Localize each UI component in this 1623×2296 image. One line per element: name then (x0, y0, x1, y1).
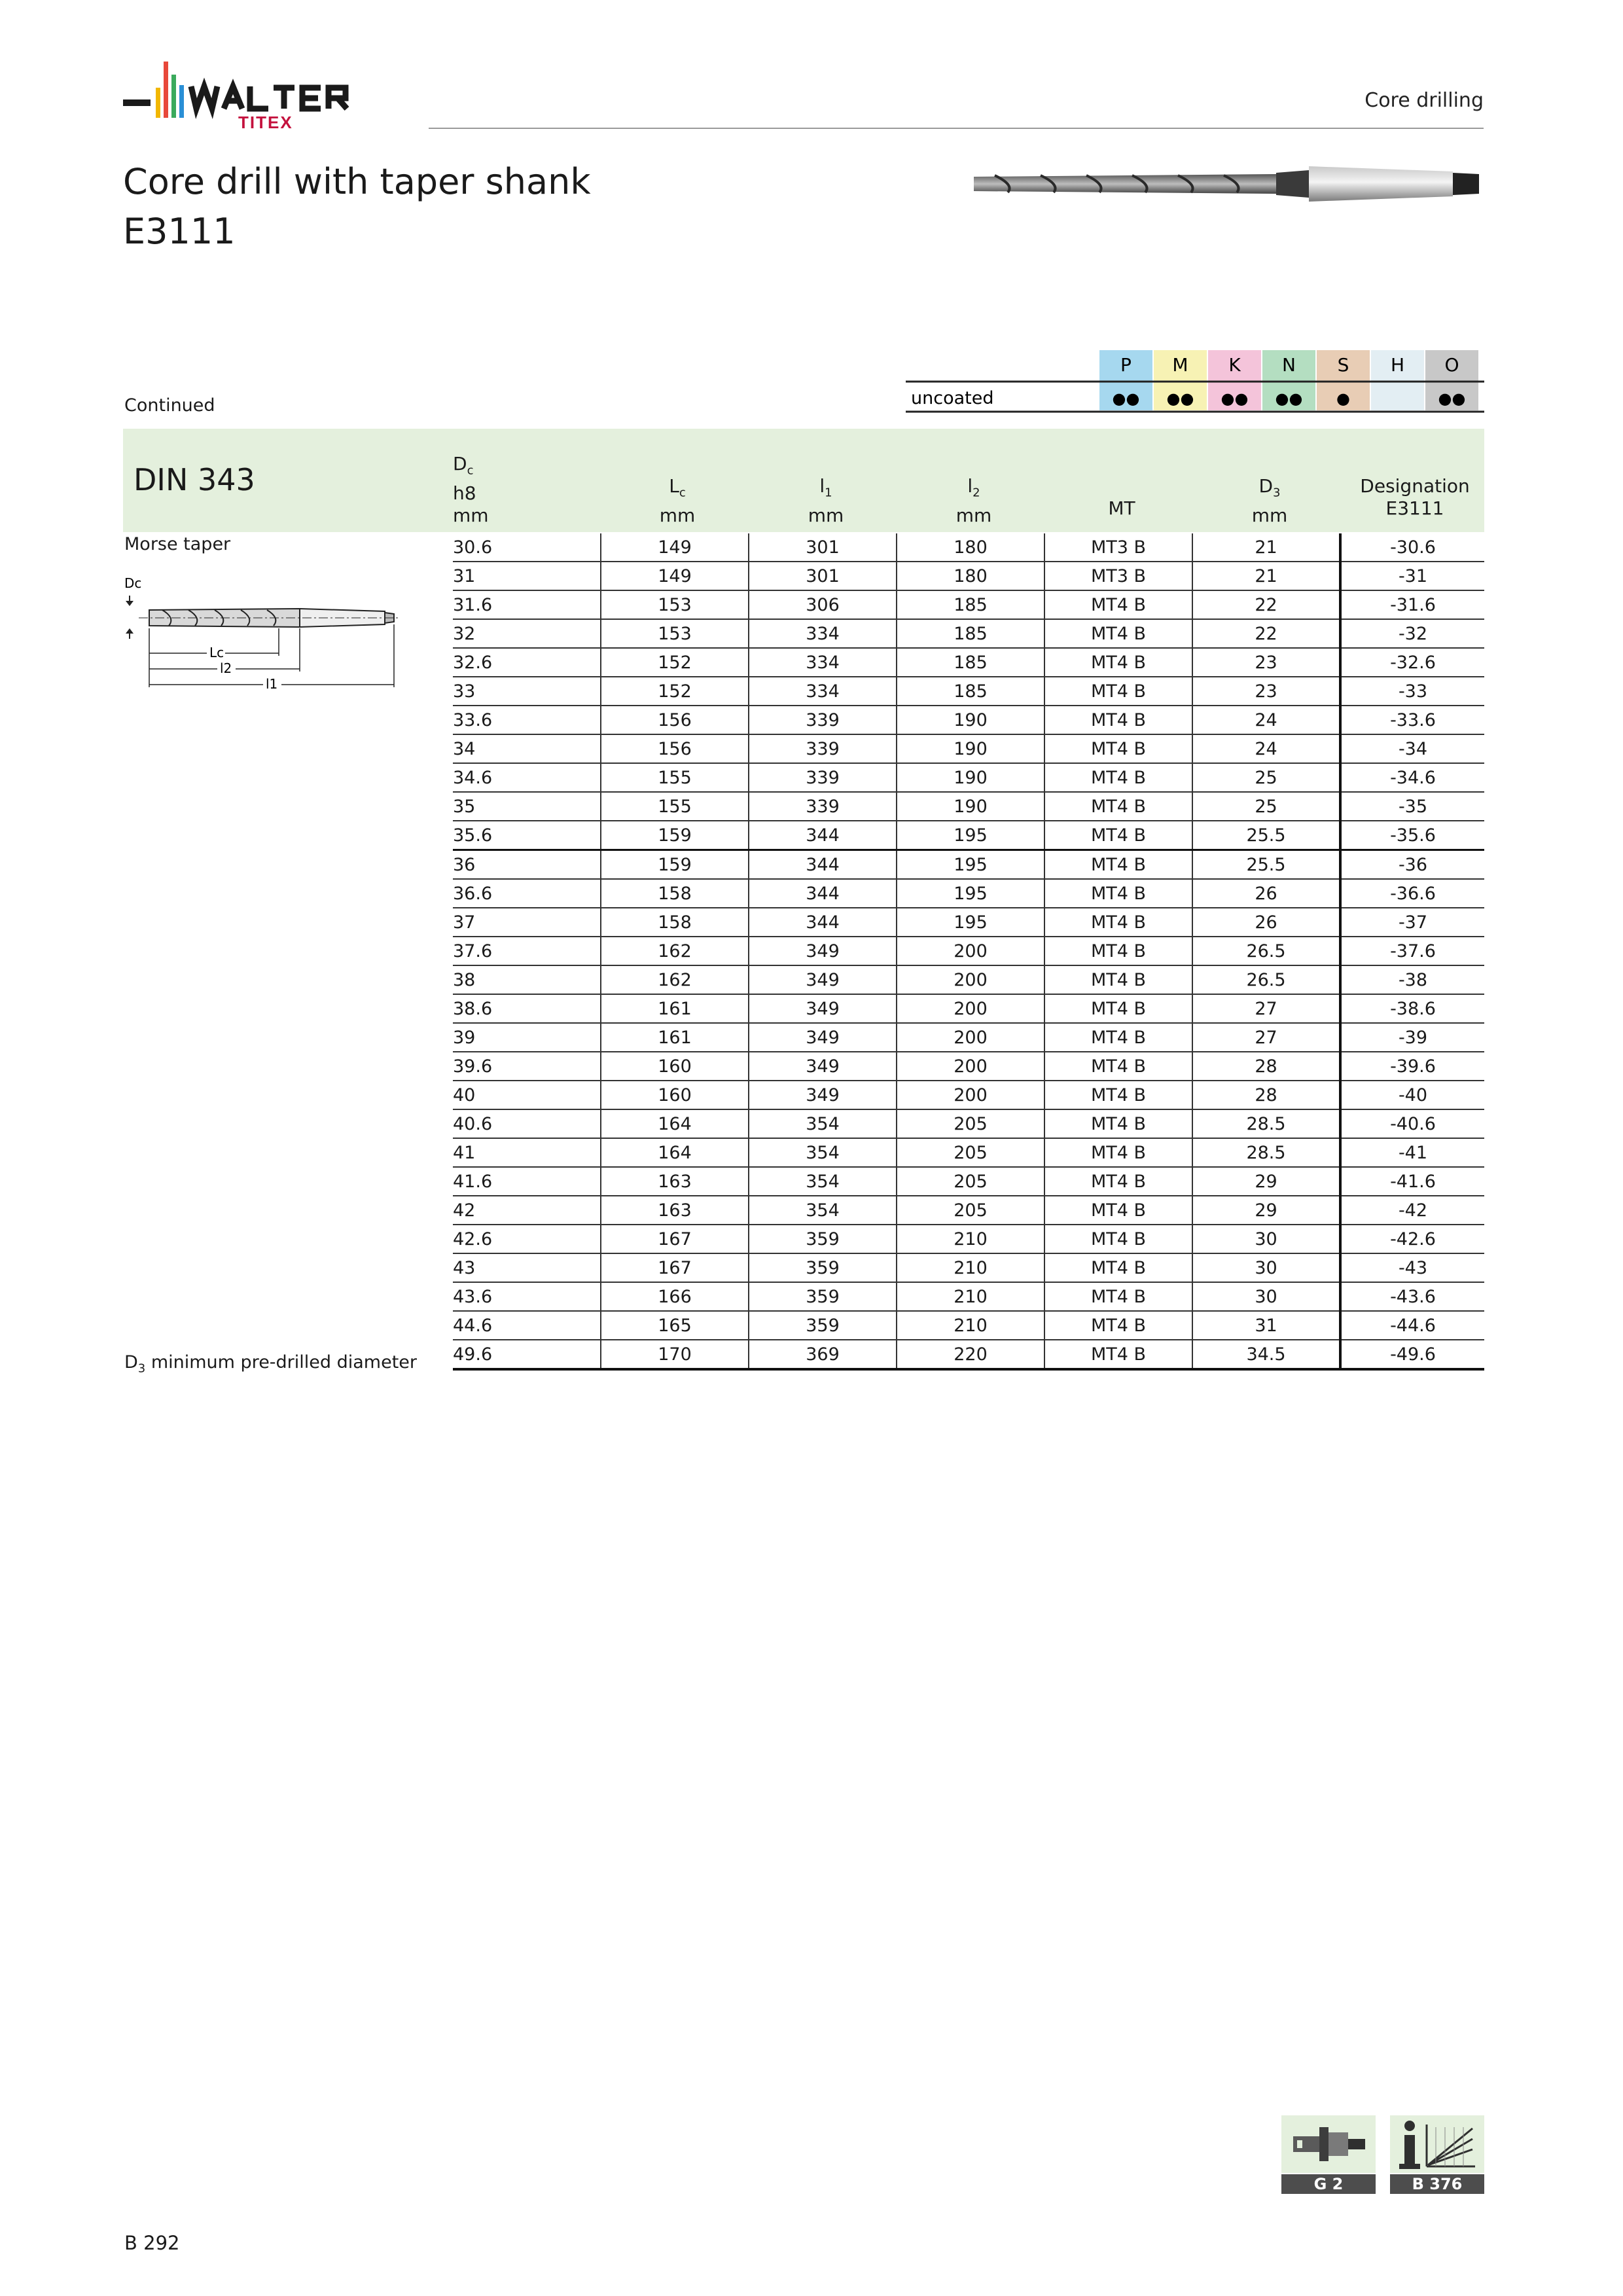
page-title: Core drill with taper shank (123, 161, 591, 202)
cell-l1: 301 (749, 533, 897, 562)
cell-dc: 39.6 (453, 1052, 601, 1081)
cell-dc: 32.6 (453, 648, 601, 677)
cell-lc: 156 (601, 734, 749, 763)
brand-sub-text: TITEX (238, 113, 293, 132)
cell-mt: MT4 B (1044, 1167, 1192, 1196)
cell-dc: 35.6 (453, 821, 601, 850)
cell-d3: 28.5 (1192, 1109, 1340, 1138)
cell-l2: 210 (897, 1253, 1044, 1282)
cell-d3: 22 (1192, 590, 1340, 619)
cell-designation: -44.6 (1340, 1311, 1484, 1340)
cell-dc: 31.6 (453, 590, 601, 619)
cell-designation: -36.6 (1340, 879, 1484, 908)
material-group-o: O (1444, 354, 1459, 376)
cell-l1: 354 (749, 1109, 897, 1138)
cell-l1: 349 (749, 965, 897, 994)
cell-dc: 36.6 (453, 879, 601, 908)
cell-lc: 160 (601, 1052, 749, 1081)
cell-lc: 160 (601, 1081, 749, 1109)
cell-mt: MT3 B (1044, 562, 1192, 590)
cell-mt: MT4 B (1044, 1109, 1192, 1138)
material-group-s: S (1337, 354, 1349, 376)
cell-designation: -43.6 (1340, 1282, 1484, 1311)
cell-mt: MT4 B (1044, 850, 1192, 880)
product-code: E3111 (123, 211, 236, 252)
cell-l1: 306 (749, 590, 897, 619)
cell-l1: 359 (749, 1311, 897, 1340)
header-d3: $D_3$ mm (1251, 475, 1288, 526)
material-group-h: H (1390, 354, 1405, 376)
cell-lc: 170 (601, 1340, 749, 1369)
header-designation: Designation E3111 (1360, 475, 1470, 519)
toolholder-icon (1281, 2115, 1376, 2173)
cell-l1: 359 (749, 1282, 897, 1311)
table-row (453, 763, 1484, 792)
cell-d3: 24 (1192, 706, 1340, 734)
cell-d3: 30 (1192, 1282, 1340, 1311)
cell-mt: MT4 B (1044, 1052, 1192, 1081)
cell-d3: 28 (1192, 1052, 1340, 1081)
cell-l2: 190 (897, 763, 1044, 792)
drill-product-image (969, 162, 1486, 206)
cell-l2: 200 (897, 1052, 1044, 1081)
cell-designation: -42.6 (1340, 1225, 1484, 1253)
cell-mt: MT4 B (1044, 1023, 1192, 1052)
cell-lc: 149 (601, 562, 749, 590)
cell-designation: -42 (1340, 1196, 1484, 1225)
cell-mt: MT4 B (1044, 590, 1192, 619)
cell-designation: -38.6 (1340, 994, 1484, 1023)
cell-mt: MT4 B (1044, 1282, 1192, 1311)
cell-lc: 161 (601, 1023, 749, 1052)
cell-l1: 339 (749, 706, 897, 734)
cell-mt: MT4 B (1044, 908, 1192, 937)
material-group-k: K (1228, 354, 1241, 376)
cell-l2: 200 (897, 1081, 1044, 1109)
cell-dc: 43 (453, 1253, 601, 1282)
cell-l2: 185 (897, 677, 1044, 706)
cell-l1: 344 (749, 850, 897, 880)
cell-dc: 33 (453, 677, 601, 706)
table-row (453, 1023, 1484, 1052)
cell-dc: 30.6 (453, 533, 601, 562)
cell-l1: 339 (749, 734, 897, 763)
cell-d3: 21 (1192, 533, 1340, 562)
cell-mt: MT4 B (1044, 994, 1192, 1023)
schem-lc-label: Lc (209, 645, 224, 660)
suitability-o: ●● (1438, 389, 1466, 408)
cell-designation: -34.6 (1340, 763, 1484, 792)
walter-titex-logo (123, 60, 414, 132)
cell-l1: 359 (749, 1225, 897, 1253)
cell-dc: 42 (453, 1196, 601, 1225)
cell-l2: 205 (897, 1196, 1044, 1225)
cell-dc: 38.6 (453, 994, 601, 1023)
table-row (453, 908, 1484, 937)
table-row (453, 677, 1484, 706)
cell-l2: 185 (897, 590, 1044, 619)
cell-mt: MT4 B (1044, 1138, 1192, 1167)
cell-dc: 35 (453, 792, 601, 821)
cell-designation: -31.6 (1340, 590, 1484, 619)
table-row (453, 1282, 1484, 1311)
ref-link-b376[interactable] (1390, 2115, 1484, 2194)
cell-mt: MT4 B (1044, 1253, 1192, 1282)
cell-d3: 23 (1192, 648, 1340, 677)
cell-l2: 205 (897, 1109, 1044, 1138)
cell-l2: 220 (897, 1340, 1044, 1369)
cell-lc: 166 (601, 1282, 749, 1311)
cell-designation: -40 (1340, 1081, 1484, 1109)
cell-l1: 354 (749, 1167, 897, 1196)
header-l2: $l_2$ mm (955, 475, 992, 526)
ref-link-g2[interactable] (1281, 2115, 1376, 2194)
cell-dc: 32 (453, 619, 601, 648)
table-row (453, 879, 1484, 908)
cell-lc: 164 (601, 1138, 749, 1167)
cell-dc: 42.6 (453, 1225, 601, 1253)
cell-l1: 349 (749, 937, 897, 965)
cell-mt: MT4 B (1044, 1340, 1192, 1369)
cell-lc: 163 (601, 1196, 749, 1225)
cell-l2: 210 (897, 1311, 1044, 1340)
cell-designation: -40.6 (1340, 1109, 1484, 1138)
table-row (453, 1253, 1484, 1282)
cell-l2: 180 (897, 562, 1044, 590)
cell-lc: 162 (601, 965, 749, 994)
table-row (453, 590, 1484, 619)
info-chart-icon (1390, 2115, 1484, 2173)
cell-l2: 200 (897, 937, 1044, 965)
material-group-p: P (1120, 354, 1132, 376)
cell-l2: 210 (897, 1225, 1044, 1253)
cell-designation: -38 (1340, 965, 1484, 994)
footnote: $D_3$ minimum pre-drilled diameter (124, 1352, 418, 1376)
cell-mt: MT4 B (1044, 965, 1192, 994)
cell-lc: 158 (601, 879, 749, 908)
cell-dc: 36 (453, 850, 601, 880)
table-row (453, 533, 1484, 562)
cell-mt: MT4 B (1044, 1081, 1192, 1109)
cell-lc: 156 (601, 706, 749, 734)
cell-lc: 153 (601, 590, 749, 619)
cell-d3: 22 (1192, 619, 1340, 648)
cell-lc: 167 (601, 1253, 749, 1282)
cell-mt: MT4 B (1044, 677, 1192, 706)
cell-l1: 354 (749, 1196, 897, 1225)
cell-d3: 26.5 (1192, 937, 1340, 965)
cell-l1: 344 (749, 821, 897, 850)
cell-mt: MT4 B (1044, 879, 1192, 908)
cell-dc: 43.6 (453, 1282, 601, 1311)
cell-designation: -36 (1340, 850, 1484, 880)
cell-designation: -49.6 (1340, 1340, 1484, 1369)
cell-lc: 162 (601, 937, 749, 965)
cell-dc: 37.6 (453, 937, 601, 965)
cell-lc: 152 (601, 677, 749, 706)
cell-designation: -31 (1340, 562, 1484, 590)
table-row (453, 1196, 1484, 1225)
cell-lc: 155 (601, 792, 749, 821)
cell-designation: -41.6 (1340, 1167, 1484, 1196)
cell-dc: 49.6 (453, 1340, 601, 1369)
suitability-s: ● (1336, 389, 1350, 408)
table-row (453, 1167, 1484, 1196)
suitability-p: ●● (1112, 389, 1140, 408)
table-row (453, 937, 1484, 965)
cell-mt: MT4 B (1044, 821, 1192, 850)
table-row (453, 706, 1484, 734)
cell-designation: -33.6 (1340, 706, 1484, 734)
cell-dc: 34.6 (453, 763, 601, 792)
cell-l1: 359 (749, 1253, 897, 1282)
shank-type-label: Morse taper (124, 534, 231, 554)
cell-designation: -43 (1340, 1253, 1484, 1282)
header-dc: $D_c$ h8 mm (453, 453, 489, 526)
cell-designation: -32.6 (1340, 648, 1484, 677)
cell-l2: 185 (897, 619, 1044, 648)
cell-dc: 40 (453, 1081, 601, 1109)
cell-d3: 27 (1192, 1023, 1340, 1052)
cell-mt: MT4 B (1044, 648, 1192, 677)
cell-d3: 21 (1192, 562, 1340, 590)
cell-dc: 33.6 (453, 706, 601, 734)
cell-dc: 41.6 (453, 1167, 601, 1196)
dimension-table (453, 533, 1484, 1371)
cell-designation: -35.6 (1340, 821, 1484, 850)
cell-d3: 25 (1192, 792, 1340, 821)
cell-dc: 37 (453, 908, 601, 937)
cell-l1: 334 (749, 619, 897, 648)
cell-l2: 195 (897, 879, 1044, 908)
cell-dc: 40.6 (453, 1109, 601, 1138)
header-mt: MT (1108, 497, 1135, 519)
schem-l1-label: l1 (266, 676, 278, 692)
cell-d3: 25.5 (1192, 850, 1340, 880)
cell-mt: MT4 B (1044, 1196, 1192, 1225)
table-row (453, 821, 1484, 850)
cell-d3: 26 (1192, 879, 1340, 908)
cell-designation: -37 (1340, 908, 1484, 937)
cell-designation: -39.6 (1340, 1052, 1484, 1081)
coating-label: uncoated (911, 388, 994, 408)
cell-lc: 164 (601, 1109, 749, 1138)
cell-d3: 31 (1192, 1311, 1340, 1340)
table-row (453, 1311, 1484, 1340)
cell-mt: MT4 B (1044, 1225, 1192, 1253)
ref-label-b376: B 376 (1390, 2174, 1484, 2194)
cell-designation: -35 (1340, 792, 1484, 821)
table-row (453, 1138, 1484, 1167)
cell-designation: -34 (1340, 734, 1484, 763)
cell-designation: -37.6 (1340, 937, 1484, 965)
cell-lc: 159 (601, 821, 749, 850)
cell-d3: 27 (1192, 994, 1340, 1023)
cell-mt: MT4 B (1044, 792, 1192, 821)
cell-mt: MT4 B (1044, 937, 1192, 965)
cell-l1: 354 (749, 1138, 897, 1167)
cell-l1: 339 (749, 792, 897, 821)
ref-label-g2: G 2 (1281, 2174, 1376, 2194)
cell-lc: 161 (601, 994, 749, 1023)
cell-l2: 210 (897, 1282, 1044, 1311)
cell-designation: -39 (1340, 1023, 1484, 1052)
cell-dc: 34 (453, 734, 601, 763)
cell-dc: 41 (453, 1138, 601, 1167)
material-group-n: N (1282, 354, 1296, 376)
schem-dc-label: Dc (124, 575, 142, 591)
cell-l2: 195 (897, 821, 1044, 850)
cell-designation: -32 (1340, 619, 1484, 648)
suitability-m: ●● (1166, 389, 1194, 408)
cell-mt: MT4 B (1044, 1311, 1192, 1340)
cell-l2: 190 (897, 706, 1044, 734)
cell-d3: 23 (1192, 677, 1340, 706)
cell-l1: 339 (749, 763, 897, 792)
cell-d3: 28.5 (1192, 1138, 1340, 1167)
cell-l1: 349 (749, 1081, 897, 1109)
suitability-k: ●● (1221, 389, 1249, 408)
cell-l2: 195 (897, 850, 1044, 880)
header-l1: $l_1$ mm (808, 475, 844, 526)
page-number: B 292 (124, 2232, 180, 2254)
table-row (453, 648, 1484, 677)
cell-l1: 301 (749, 562, 897, 590)
cell-l2: 200 (897, 965, 1044, 994)
drill-dimension-schematic (123, 576, 404, 700)
cell-d3: 25 (1192, 763, 1340, 792)
cell-d3: 30 (1192, 1253, 1340, 1282)
table-row (453, 965, 1484, 994)
cell-d3: 28 (1192, 1081, 1340, 1109)
cell-designation: -41 (1340, 1138, 1484, 1167)
schem-l2-label: l2 (220, 660, 232, 676)
table-row (453, 619, 1484, 648)
cell-d3: 26 (1192, 908, 1340, 937)
cell-lc: 167 (601, 1225, 749, 1253)
cell-dc: 31 (453, 562, 601, 590)
cell-lc: 153 (601, 619, 749, 648)
cell-l2: 190 (897, 792, 1044, 821)
cell-l2: 180 (897, 533, 1044, 562)
cell-designation: -30.6 (1340, 533, 1484, 562)
cell-l1: 349 (749, 994, 897, 1023)
cell-l2: 195 (897, 908, 1044, 937)
table-row (453, 1225, 1484, 1253)
table-row (453, 1109, 1484, 1138)
material-group-m: M (1172, 354, 1188, 376)
cell-l2: 205 (897, 1167, 1044, 1196)
cell-lc: 163 (601, 1167, 749, 1196)
cell-d3: 25.5 (1192, 821, 1340, 850)
cell-l1: 349 (749, 1052, 897, 1081)
cell-d3: 26.5 (1192, 965, 1340, 994)
cell-dc: 39 (453, 1023, 601, 1052)
cell-l2: 205 (897, 1138, 1044, 1167)
table-row (453, 850, 1484, 880)
table-row (453, 1340, 1484, 1369)
header-rule (429, 128, 1484, 129)
table-row (453, 562, 1484, 590)
cell-l1: 349 (749, 1023, 897, 1052)
cell-d3: 24 (1192, 734, 1340, 763)
cell-l1: 344 (749, 879, 897, 908)
continued-note: Continued (124, 395, 215, 416)
section-label: Core drilling (1364, 89, 1484, 112)
cell-d3: 29 (1192, 1167, 1340, 1196)
cell-l1: 334 (749, 677, 897, 706)
cell-l2: 200 (897, 1023, 1044, 1052)
cell-d3: 30 (1192, 1225, 1340, 1253)
standard-label: DIN 343 (134, 462, 255, 497)
cell-mt: MT4 B (1044, 763, 1192, 792)
suitability-n: ●● (1275, 389, 1303, 408)
cell-lc: 155 (601, 763, 749, 792)
material-suitability-grid (906, 350, 1484, 416)
cell-mt: MT4 B (1044, 734, 1192, 763)
cell-lc: 165 (601, 1311, 749, 1340)
brand-name-text: WALTER (411, 60, 414, 61)
cell-dc: 38 (453, 965, 601, 994)
cell-mt: MT3 B (1044, 533, 1192, 562)
cell-l1: 334 (749, 648, 897, 677)
cell-lc: 152 (601, 648, 749, 677)
cell-d3: 29 (1192, 1196, 1340, 1225)
cell-l2: 185 (897, 648, 1044, 677)
table-row (453, 734, 1484, 763)
table-row (453, 792, 1484, 821)
cell-l2: 200 (897, 994, 1044, 1023)
cell-l1: 344 (749, 908, 897, 937)
cell-l2: 190 (897, 734, 1044, 763)
cell-mt: MT4 B (1044, 619, 1192, 648)
table-row (453, 1081, 1484, 1109)
cell-lc: 149 (601, 533, 749, 562)
cell-l1: 369 (749, 1340, 897, 1369)
header-lc: $L_c$ mm (659, 475, 696, 526)
cell-designation: -33 (1340, 677, 1484, 706)
table-row (453, 1052, 1484, 1081)
cell-mt: MT4 B (1044, 706, 1192, 734)
table-row (453, 994, 1484, 1023)
cell-lc: 158 (601, 908, 749, 937)
cell-lc: 159 (601, 850, 749, 880)
cell-d3: 34.5 (1192, 1340, 1340, 1369)
cell-dc: 44.6 (453, 1311, 601, 1340)
